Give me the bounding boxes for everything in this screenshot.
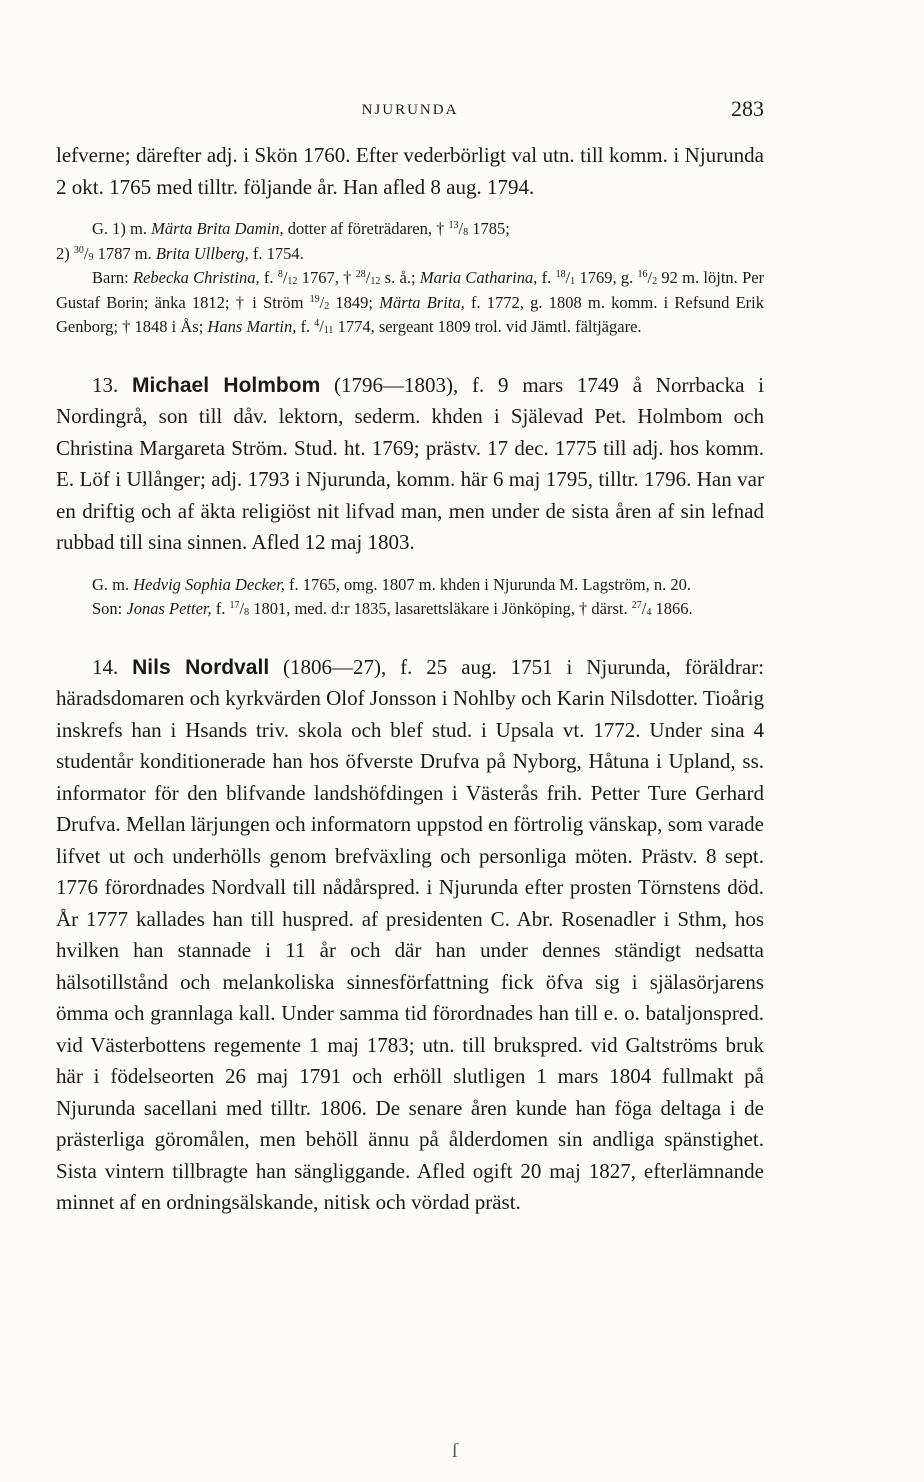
child-name: Märta Brita, xyxy=(379,292,465,312)
entry-13 xyxy=(56,370,764,559)
entry13-son: Son: Jonas Petter, f. $^{17}/_8$ 1801, med. d:r 1835, lasarettsläkare i Jönköping, † därst. $^{27}/_4$ 1866. xyxy=(92,599,693,618)
entry-number: 13. xyxy=(92,372,119,397)
entry-14 xyxy=(56,652,764,1219)
child-name: Maria Catharina, xyxy=(419,268,538,287)
page-body xyxy=(56,140,764,1219)
child-name: Jonas Petter, xyxy=(126,599,212,618)
entry13-marriage: G. m. Hedvig Sophia Decker, f. 1765, omg. 1807 m. khden i Njurunda M. Lagström, n. 20. xyxy=(92,574,691,594)
continuation-paragraph: lefverne; därefter adj. i Skön 1760. Efter vederbörligt val utn. till komm. i Njurunda 2 okt. 1765 med tilltr. följande år. Han afled 8 aug. 1794. xyxy=(56,143,764,199)
running-title: NJURUNDA xyxy=(361,102,459,118)
entry-number: 14. xyxy=(92,654,119,679)
child-name: Hans Martin, xyxy=(207,317,297,336)
spouse-name: Brita Ullberg, xyxy=(155,243,249,263)
entry-text: (1796—1803), f. 9 mars 1749 å Norrbacka i Nordingrå, son till dåv. lektorn, sederm. khden i Själevad Pet. Holmbom och Christina Margareta Ström. Stud. ht. 1769; prästv. 17 dec. 1775 till adj. hos komm. E. Löf i Ullånger; adj. 1793 i Njurunda, komm. här 6 maj 1795, tilltr. 1796. Han var en driftig och af äkta religiöst nit lifvad man, men under de sista åren af sin lefnad rubbad till sina sinnen. Afled 12 maj 1803. xyxy=(56,372,765,554)
entry-name: Nils Nordvall xyxy=(132,655,270,679)
entry12-children: Barn: Rebecka Christina, f. $^8/_{12}$ 1767, † $^{28}/_{12}$ s. å.; Maria Catharina, f. $^{18}/_1$ 1769, g. $^{16}/_2$ 92 m. löjtn. Per Gustaf Borin; änka 1812; † i Ström $^{19}/_2$ 1849; Märta Brita, f. 1772, g. 1808 m. komm. i Refsund Erik Genborg; † 1848 i Ås; Hans Martin, f. $^4/_{11}$ 1774, sergeant 1809 trol. vid Jämtl. fältjägare. xyxy=(56,268,765,336)
entry12-marriages: G. 1) m. Märta Brita Damin, dotter af företrädaren, † $^{13}/_8$ 1785; 2) $^{30}/_9$ 1787 m. Brita Ullberg, f. 1754. xyxy=(56,219,510,263)
entry-text: (1806—27), f. 25 aug. 1751 i Njurunda, föräldrar: häradsdomaren och kyrkvärden Olof Jonsson i Nohlby och Karin Nilsdotter. Tioårig inskrefs han i Hsands triv. skola och blef stud. i Upsala vt. 1772. Under sina 4 studentår konditionerade han hos öfverste Drufva på Nyborg, Håtuna i Upland, ss. informator för den blifvande landshöfdingen i Västerås frih. Petter Ture Gerhard Drufva. Mellan lärjungen och informatorn uppstod en förtrolig vänskap, som varade lifvet ut och underhölls genom brefväxling och personliga möten. Prästv. 8 sept. 1776 förordnades Nordvall till nådårspred. i Njurunda efter prosten Törnstens död. År 1777 kallades han till huspred. af presidenten C. Abr. Rosenadler i Sthm, hos hvilken han stannade i 11 år och där han under dennes ständigt nedsatta hälsotillstånd och melankoliska sinnesförfattning fick öfva sig i själasörjarens ömma och grannlaga kall. Under samma tid förordnades han till e. o. bataljonspred. vid Västerbottens regemente 1 maj 1783; utn. till brukspred. vid Galtströms bruk här i födelseorten 26 maj 1791 och erhöll slutligen 1 mars 1804 fullmakt på Njurunda sacellani med tilltr. 1806. De senare åren kunde han föga deltaga i de prästerliga göromålen, men behöll ännu på ålderdomen sin andliga spänstighet. Sista vintern tillbragte han sängliggande. Afled ogift 20 maj 1827, efterlämnande minnet af en ordningsälskande, nitisk och vördad präst. xyxy=(56,654,765,1214)
footer-mark: ſ xyxy=(452,1440,458,1462)
child-name: Rebecka Christina, xyxy=(132,268,260,287)
spouse-name: Hedvig Sophia Decker, xyxy=(133,574,285,594)
page-number: 283 xyxy=(731,96,764,121)
page-header xyxy=(56,96,764,130)
spouse-name: Märta Brita Damin, xyxy=(151,219,284,238)
entry-name: Michael Holmbom xyxy=(132,373,321,397)
